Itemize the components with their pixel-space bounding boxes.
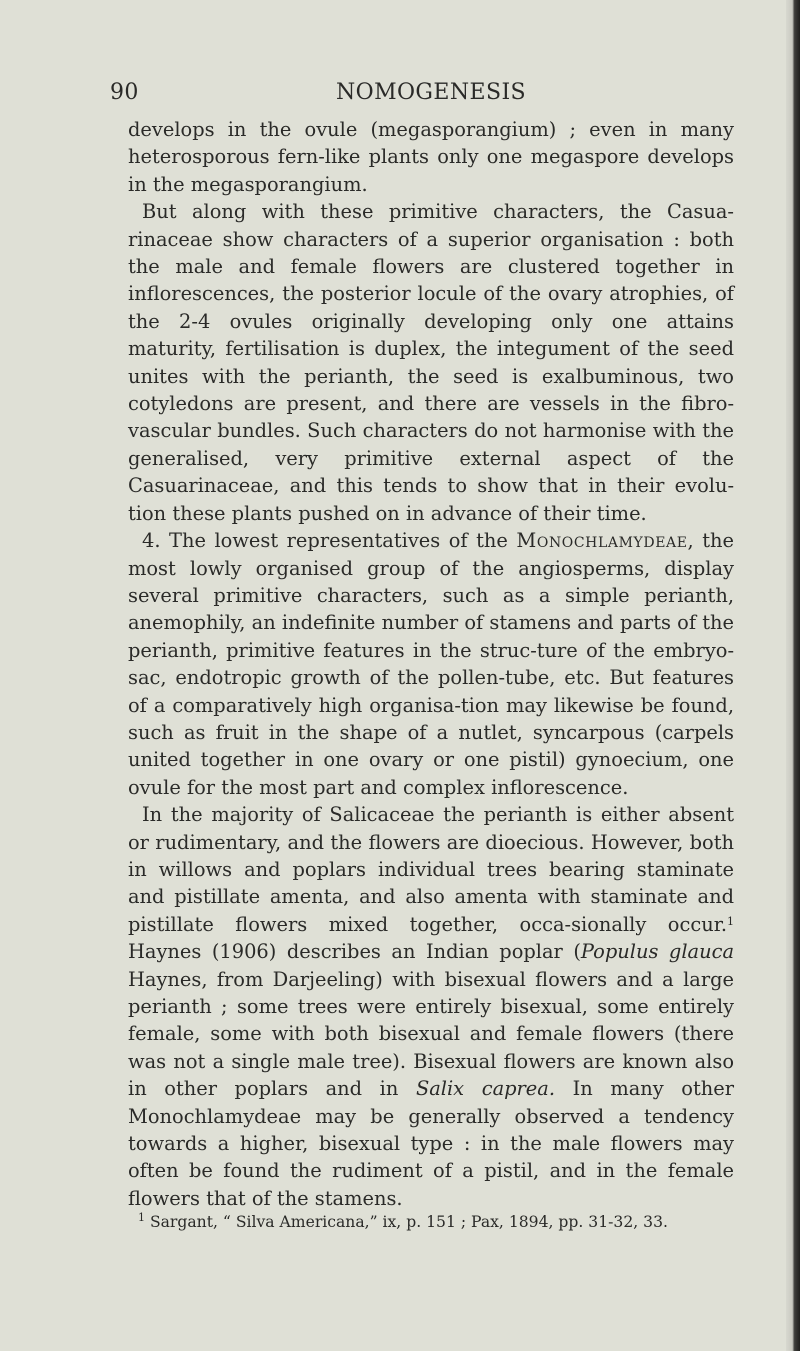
- footnote-text: Sargant, “ Silva Americana,” ix, p. 151 ; Pax, 1894, pp. 31-32, 33.: [145, 1213, 668, 1232]
- salix-caprea-italic: Salix caprea.: [415, 1077, 556, 1101]
- paragraph-4-d: In many other Monochlamydeae may be generally observed a tendency towards a higher, bisexual type : in the male flowers may often be found the rudiment of a pistil, and in the female flowers that of the stamens.: [128, 1077, 735, 1210]
- running-head: [110, 80, 734, 116]
- paragraph-3: [128, 527, 734, 801]
- page-number: 90: [110, 80, 139, 105]
- monochlamydeae-smallcaps: Monochlamydeae: [516, 529, 688, 553]
- populus-glauca-italic: Populus glauca: [580, 940, 735, 964]
- paragraph-3-rest: , the most lowly organised group of the angiosperms, display several primitive characters, such as a simple perianth, anemophily, an indefinite number of stamens and parts of the perianth, primitive features in the struc-ture of the embryo-sac, endotropic growth of the pollen-tube, etc. But features of a comparatively high organisa-tion may likewise be found, such as fruit in the shape of a nutlet, syncarpous (carpels united together in one ovary or one pistil) gynoecium, one ovule for the most part and complex inflorescence.: [128, 529, 734, 799]
- footnote-reference: 1: [727, 914, 734, 928]
- paragraph-4: [128, 801, 734, 1212]
- book-page: [110, 80, 735, 1232]
- paragraph-4-c: Haynes, from Darjeeling) with bisexual flowers and a large perianth ; some trees were entirely bisexual, some entirely female, some with both bisexual and female flowers (there was not a single male tree). Bisexual flowers are known also in other poplars and in: [128, 967, 734, 1101]
- paragraph-1: develops in the ovule (megasporangium) ; even in many heterosporous fern-like plants only one megaspore develops in the megasporangium.: [128, 118, 734, 196]
- body-text: [128, 116, 734, 1232]
- footnote-mark: 1: [138, 1211, 145, 1225]
- running-title: NOMOGENESIS: [335, 80, 527, 105]
- footnote: [128, 1212, 734, 1232]
- paragraph-2: But along with these primitive characters, the Casua-rinaceae show characters of a superior organisation : both the male and female flowers are clustered together in inflorescences, the posterior locule of the ovary atrophies, of the 2-4 ovules originally developing only one attains maturity, fertilisation is duplex, the integument of the seed unites with the perianth, the seed is exalbuminous, two cotyledons are present, and there are vessels in the fibro-vascular bundles. Such characters do not harmonise with the generalised, very primitive external aspect of the Casuarinaceae, and this tends to show that in their evolu-tion these plants pushed on in advance of their time.: [128, 200, 734, 525]
- paragraph-4-a: In the majority of Salicaceae the perianth is either absent or rudimentary, and the flowers are dioecious. However, both in willows and poplars individual trees bearing staminate and pistillate amenta, and also amenta with staminate and pistillate flowers mixed together, occa-sionally occur.: [128, 803, 734, 936]
- paragraph-3-start: 4. The lowest representatives of the: [142, 529, 508, 553]
- page-edge-shadow: [786, 0, 800, 1351]
- paragraph-4-b: Haynes (1906) describes an Indian poplar (: [128, 940, 581, 964]
